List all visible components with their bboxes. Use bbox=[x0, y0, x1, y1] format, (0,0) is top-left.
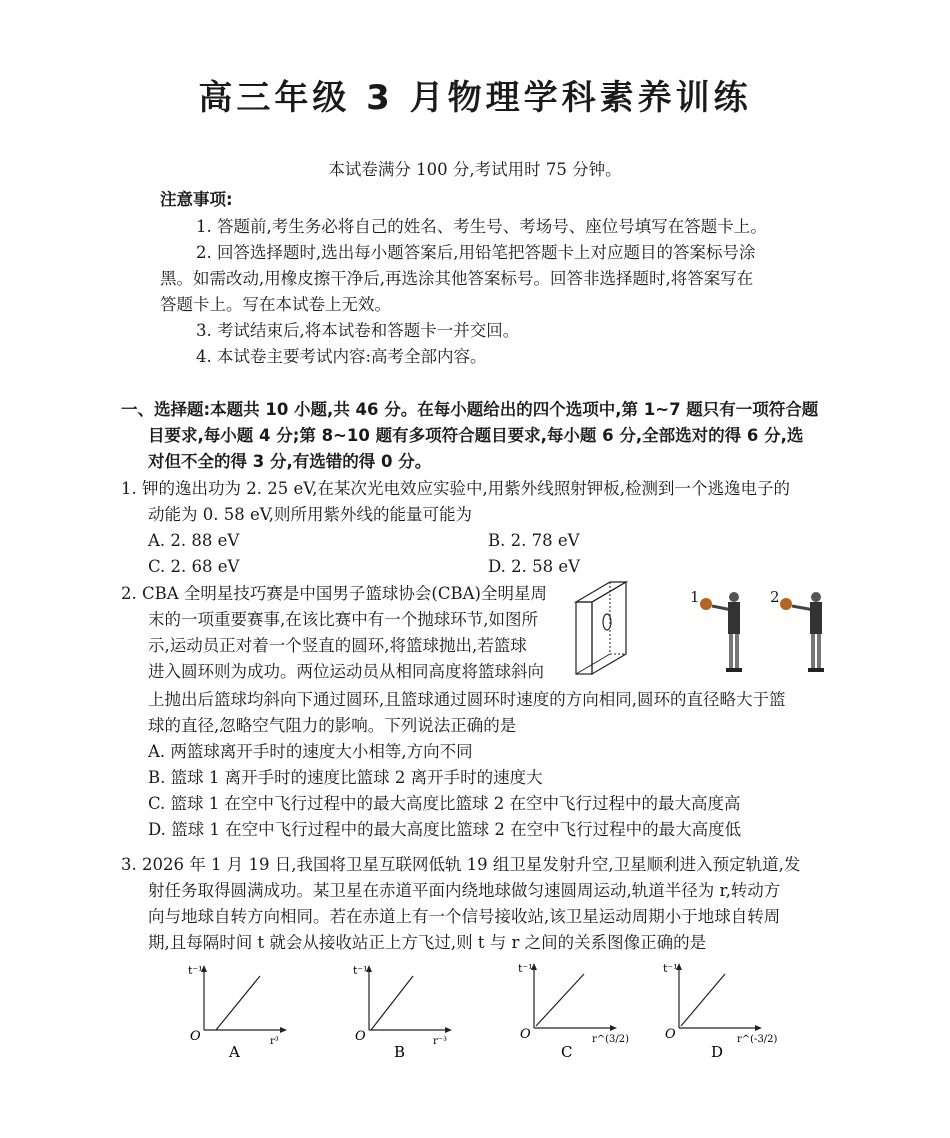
graph-a-ylabel: t⁻¹ bbox=[188, 964, 203, 977]
graph-b-xlabel: r⁻³ bbox=[433, 1036, 448, 1047]
notice-heading: 注意事项: bbox=[160, 190, 233, 209]
notice-item: 黑。如需改动,用橡皮擦干净后,再选涂其他答案标号。回答非选择题时,将答案写在 bbox=[160, 269, 754, 288]
graph-d-origin: O bbox=[665, 1027, 676, 1042]
graph-a-xlabel: r³ bbox=[270, 1036, 279, 1047]
notice-item: 4. 本试卷主要考试内容:高考全部内容。 bbox=[196, 347, 487, 366]
question-3-text: 期,且每隔时间 t 就会从接收站正上方飞过,则 t 与 r 之间的关系图像正确的是 bbox=[148, 933, 707, 952]
section-heading: 对但不全的得 3 分,有选错的得 0 分。 bbox=[148, 452, 432, 471]
graph-c bbox=[500, 958, 630, 1061]
hoop-box-figure bbox=[570, 578, 630, 678]
notice-item: 2. 回答选择题时,选出每小题答案后,用铅笔把答题卡上对应题目的答案标号涂 bbox=[196, 243, 756, 262]
question-3-text: 3. 2026 年 1 月 19 日,我国将卫星互联网低轨 19 组卫星发射升空,卫星顺利进入预定轨道,发 bbox=[121, 855, 801, 874]
players-figure bbox=[690, 588, 840, 676]
question-2-text: 进入圆环则为成功。两位运动员从相同高度将篮球斜向 bbox=[148, 662, 544, 681]
graph-b-origin: O bbox=[355, 1029, 366, 1044]
q1-option-b: B. 2. 78 eV bbox=[488, 531, 580, 550]
question-3-text: 向与地球自转方向相同。若在赤道上有一个信号接收站,该卫星运动周期小于地球自转周 bbox=[148, 907, 781, 926]
question-1-text: 动能为 0. 58 eV,则所用紫外线的能量可能为 bbox=[148, 505, 473, 524]
players-silhouette bbox=[690, 588, 840, 676]
graph-d-label: D bbox=[711, 1043, 724, 1061]
exam-info: 本试卷满分 100 分,考试用时 75 分钟。 bbox=[328, 160, 622, 179]
q2-option-d: D. 篮球 1 在空中飞行过程中的最大高度比篮球 2 在空中飞行过程中的最大高度低 bbox=[148, 820, 742, 839]
question-3-text: 射任务取得圆满成功。某卫星在赤道平面内绕地球做匀速圆周运动,轨道半径为 r,转动方 bbox=[148, 881, 781, 900]
q2-option-c: C. 篮球 1 在空中飞行过程中的最大高度比篮球 2 在空中飞行过程中的最大高度高 bbox=[148, 794, 741, 813]
question-2-text: 示,运动员正对着一个竖直的圆环,将篮球抛出,若篮球 bbox=[148, 636, 527, 655]
graph-d-ylabel: t⁻¹ bbox=[663, 962, 678, 975]
graph-a bbox=[170, 960, 290, 1060]
q1-option-d: D. 2. 58 eV bbox=[488, 557, 581, 576]
question-2-text: 上抛出后篮球均斜向下通过圆环,且篮球通过圆环时速度的方向相同,圆环的直径略大于篮 bbox=[148, 690, 786, 709]
graph-d bbox=[645, 958, 780, 1061]
section-heading: 一、选择题:本题共 10 小题,共 46 分。在每小题给出的四个选项中,第 1~7 题只有一项符合题 bbox=[121, 400, 819, 419]
graph-c-xlabel: r^(3/2) bbox=[592, 1034, 630, 1045]
question-2-text: 球的直径,忽略空气阻力的影响。下列说法正确的是 bbox=[148, 716, 517, 735]
notice-item: 1. 答题前,考生务必将自己的姓名、考生号、考场号、座位号填写在答题卡上。 bbox=[196, 217, 767, 236]
graph-a-origin: O bbox=[190, 1029, 201, 1044]
q1-option-c: C. 2. 68 eV bbox=[148, 557, 240, 576]
q2-option-a: A. 两篮球离开手时的速度大小相等,方向不同 bbox=[148, 742, 473, 761]
notice-item: 答题卡上。写在本试卷上无效。 bbox=[160, 295, 391, 314]
q2-option-b: B. 篮球 1 离开手时的速度比篮球 2 离开手时的速度大 bbox=[148, 768, 543, 787]
notice-item: 3. 考试结束后,将本试卷和答题卡一并交回。 bbox=[196, 321, 520, 340]
question-1-text: 1. 钾的逸出功为 2. 25 eV,在某次光电效应实验中,用紫外线照射钾板,检测到一个逃逸电子的 bbox=[121, 479, 790, 498]
graph-a-label: A bbox=[229, 1043, 240, 1061]
question-2-text: 末的一项重要赛事,在该比赛中有一个抛球环节,如图所 bbox=[148, 610, 538, 629]
q1-option-a: A. 2. 88 eV bbox=[148, 531, 240, 550]
question-2-text: 2. CBA 全明星技巧赛是中国男子篮球协会(CBA)全明星周 bbox=[121, 584, 547, 603]
page-title: 高三年级 3 月物理学科素养训练 bbox=[198, 78, 752, 118]
player-1-label: 1 bbox=[690, 588, 700, 606]
graph-b bbox=[335, 960, 455, 1060]
graph-c-origin: O bbox=[520, 1027, 531, 1042]
player-2-label: 2 bbox=[770, 588, 780, 606]
graph-c-ylabel: t⁻¹ bbox=[518, 962, 533, 975]
section-heading: 目要求,每小题 4 分;第 8~10 题有多项符合题目要求,每小题 6 分,全部选对的得 6 分,选 bbox=[148, 426, 804, 445]
graph-d-xlabel: r^(-3/2) bbox=[737, 1034, 778, 1045]
graph-b-label: B bbox=[394, 1043, 406, 1061]
graph-c-label: C bbox=[561, 1043, 573, 1061]
graph-b-ylabel: t⁻¹ bbox=[353, 964, 368, 977]
